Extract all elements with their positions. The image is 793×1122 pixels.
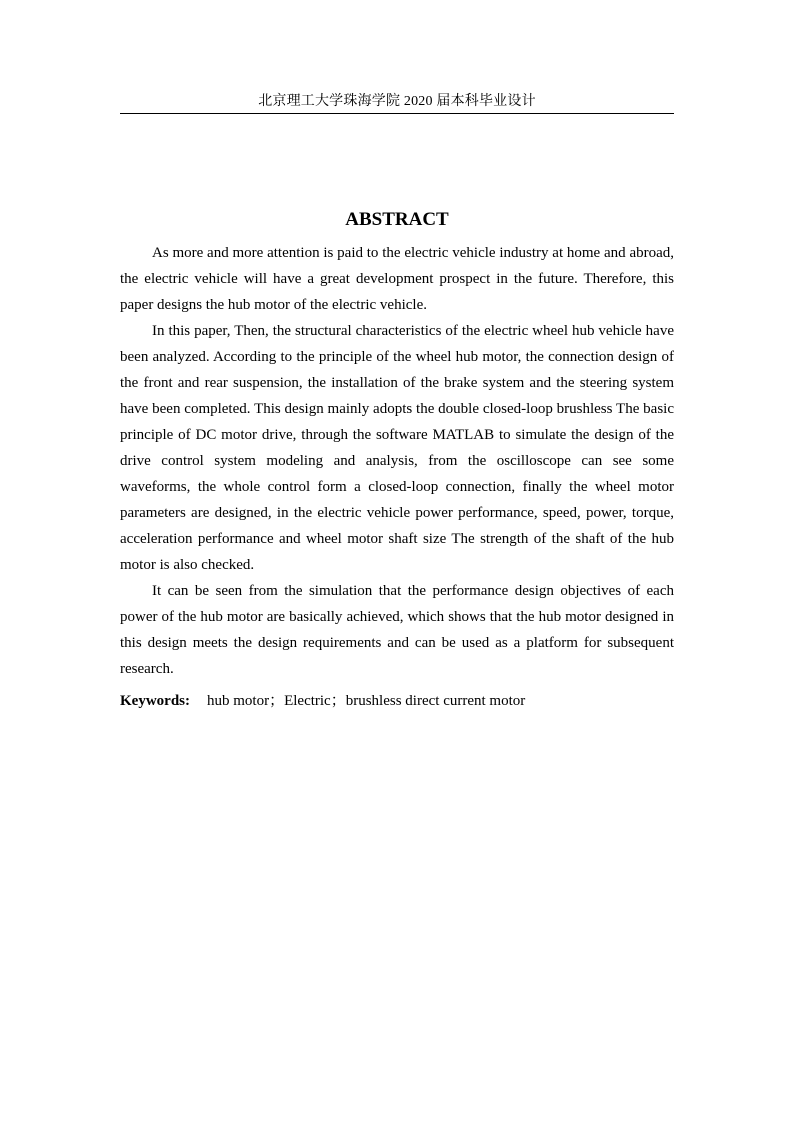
abstract-paragraph-1: As more and more attention is paid to the electric vehicle industry at home and abroad, the electric vehicle will have a great development prospect in the future. Therefore, this paper designs the hub motor of the electric vehicle. [120,245,674,313]
abstract-title: ABSTRACT [345,209,449,230]
page-header: 北京理工大学珠海学院 2020 届本科毕业设计 [258,94,536,109]
abstract-paragraph-3: It can be seen from the simulation that the performance design objectives of each power of the hub motor are basically achieved, which shows that the hub motor designed in this design meets the design requirements and can be used as a platform for subsequent research. [120,583,674,677]
keywords-value: hub motor；Electric；brushless direct current motor [207,693,526,709]
abstract-paragraph-2: In this paper, Then, the structural characteristics of the electric wheel hub vehicle have been analyzed. According to the principle of the wheel hub motor, the connection design of the front and rear suspension, the installation of the brake system and the steering system have been completed. This design mainly adopts the double closed-loop brushless The basic principle of DC motor drive, through the software MATLAB to simulate the design of the drive control system modeling and analysis, from the oscilloscope can see some waveforms, the whole control form a closed-loop connection, finally the wheel motor parameters are designed, in the electric vehicle power performance, speed, power, torque, acceleration performance and wheel motor shaft size The strength of the shaft of the hub motor is also checked. [120,323,674,573]
abstract-body [120,240,674,714]
header-divider [120,113,674,114]
keywords-line [120,688,674,714]
keywords-label: Keywords: [120,693,190,709]
